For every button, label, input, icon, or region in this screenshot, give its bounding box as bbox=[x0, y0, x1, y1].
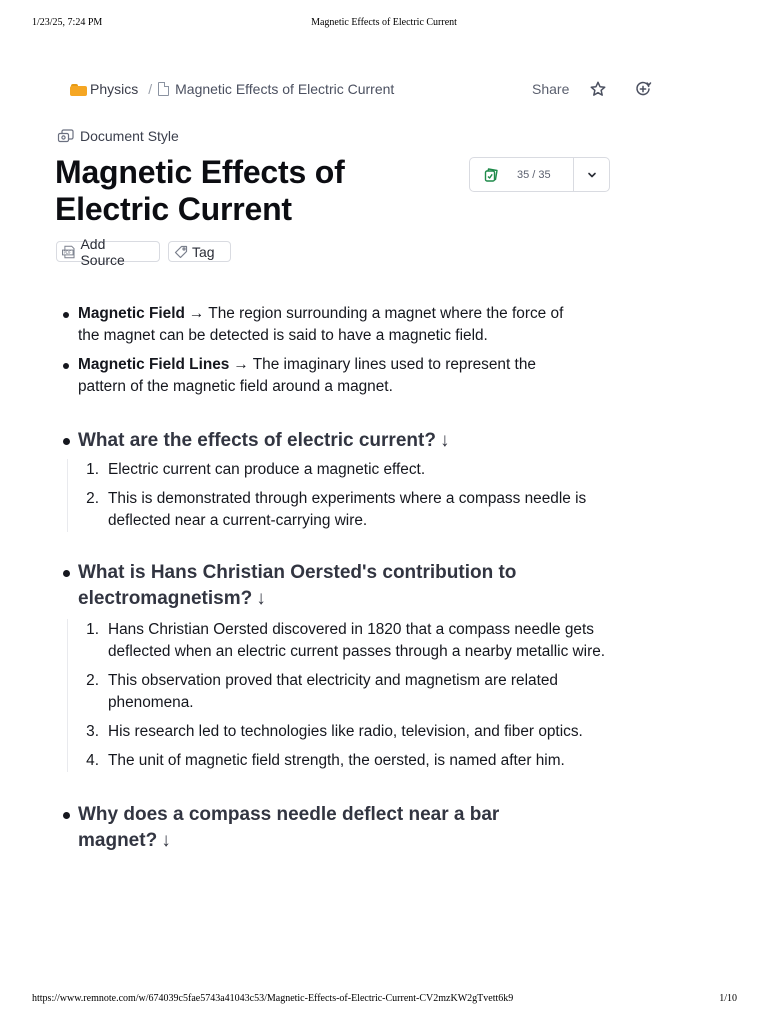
answer-number: 3. bbox=[86, 723, 99, 740]
add-source-button[interactable] bbox=[56, 235, 160, 268]
breadcrumb-current[interactable]: Magnetic Effects of Electric Current bbox=[175, 81, 395, 97]
star-icon[interactable] bbox=[589, 80, 607, 98]
arrow-down-icon: ↓ bbox=[439, 430, 450, 451]
question-text: Why does a compass needle deflect near a bar magnet? bbox=[78, 804, 500, 851]
bullet-icon bbox=[63, 812, 70, 819]
answer-number: 1. bbox=[86, 461, 99, 478]
question-heading[interactable] bbox=[78, 560, 568, 612]
definition-list bbox=[0, 303, 768, 398]
question-heading[interactable] bbox=[78, 802, 568, 854]
bullet-icon bbox=[63, 312, 69, 318]
question-block bbox=[0, 560, 768, 772]
tag-button[interactable] bbox=[168, 241, 231, 262]
document-body bbox=[0, 303, 768, 854]
answer-text: This observation proved that electricity and magnetism are related phenomena. bbox=[108, 672, 558, 711]
breadcrumb-separator: / bbox=[148, 81, 153, 97]
answer-number: 2. bbox=[86, 490, 99, 507]
question-text: What is Hans Christian Oersted's contribution to electromagnetism? bbox=[78, 562, 517, 609]
arrow-right-icon: → bbox=[188, 305, 205, 322]
answer-text: His research led to technologies like radio, television, and fiber optics. bbox=[108, 723, 583, 740]
definition-item bbox=[78, 354, 568, 398]
svg-text:PDF: PDF bbox=[63, 249, 72, 255]
answer-text: Electric current can produce a magnetic effect. bbox=[108, 461, 426, 478]
print-footer bbox=[0, 993, 768, 1007]
document-style-label: Document Style bbox=[80, 128, 179, 144]
question-block bbox=[0, 428, 768, 532]
print-url: https://www.remnote.com/w/674039c5fae5743a41043c53/Magnetic-Effects-of-Electric-Current-CV2mzKW2gTvett6k9 bbox=[32, 993, 514, 1004]
answer-text: The unit of magnetic field strength, the oersted, is named after him. bbox=[108, 752, 565, 769]
page-title: Magnetic Effects of Electric Current bbox=[55, 154, 345, 227]
answer-item bbox=[68, 619, 628, 663]
flashcards-icon bbox=[483, 167, 499, 183]
flashcard-practice-button[interactable] bbox=[470, 158, 574, 191]
document-style[interactable] bbox=[57, 128, 179, 144]
bullet-icon bbox=[63, 438, 70, 445]
definition-item bbox=[78, 303, 568, 347]
answer-item bbox=[68, 670, 628, 714]
bullet-icon bbox=[63, 363, 69, 369]
definition-term: Magnetic Field Lines bbox=[78, 356, 230, 373]
breadcrumb bbox=[70, 80, 394, 98]
answer-number: 2. bbox=[86, 672, 99, 689]
share-button[interactable]: Share bbox=[532, 81, 570, 97]
answer-item bbox=[68, 488, 628, 532]
folder-icon bbox=[70, 83, 87, 96]
answer-text: This is demonstrated through experiments where a compass needle is deflected near a current-carrying wire. bbox=[108, 490, 587, 529]
tag-icon bbox=[174, 245, 188, 259]
arrow-right-icon: → bbox=[233, 356, 249, 373]
answer-text: Hans Christian Oersted discovered in 1820 that a compass needle gets deflected when an electric current passes through a nearby metallic wire. bbox=[108, 621, 606, 660]
answer-list bbox=[67, 459, 768, 532]
add-source-label: Add Source bbox=[80, 235, 125, 268]
print-page-number: 1/10 bbox=[719, 993, 737, 1004]
bullet-icon bbox=[63, 570, 70, 577]
flashcard-count: 35 / 35 bbox=[517, 168, 551, 181]
definition-text: The imaginary lines used to represent the pattern of the magnetic field around a magnet. bbox=[78, 356, 536, 395]
tag-label: Tag bbox=[192, 243, 215, 260]
print-date: 1/23/25, 7:24 PM bbox=[32, 17, 103, 28]
flashcard-progress bbox=[469, 157, 610, 192]
print-title: Magnetic Effects of Electric Current bbox=[311, 17, 457, 28]
question-heading[interactable] bbox=[78, 428, 568, 454]
document-style-icon bbox=[57, 129, 75, 143]
flashcard-dropdown-button[interactable] bbox=[574, 158, 609, 191]
add-circle-icon[interactable] bbox=[634, 80, 652, 98]
document-icon bbox=[158, 82, 169, 96]
answer-list bbox=[67, 619, 768, 772]
arrow-down-icon: ↓ bbox=[256, 588, 266, 609]
print-header bbox=[0, 17, 768, 31]
definition-term: Magnetic Field bbox=[78, 305, 185, 322]
arrow-down-icon: ↓ bbox=[161, 830, 171, 851]
answer-item bbox=[68, 459, 628, 481]
answer-item bbox=[68, 721, 628, 743]
pdf-icon bbox=[62, 245, 76, 259]
question-block bbox=[0, 802, 768, 854]
definition-text: The region surrounding a magnet where the force of the magnet can be detected is said to have a magnetic field. bbox=[78, 305, 564, 344]
answer-number: 1. bbox=[86, 621, 99, 638]
question-text: What are the effects of electric current? bbox=[78, 430, 436, 451]
breadcrumb-root[interactable]: Physics bbox=[90, 81, 139, 97]
answer-number: 4. bbox=[86, 752, 99, 769]
chevron-down-icon bbox=[586, 169, 598, 181]
answer-item bbox=[68, 750, 628, 772]
